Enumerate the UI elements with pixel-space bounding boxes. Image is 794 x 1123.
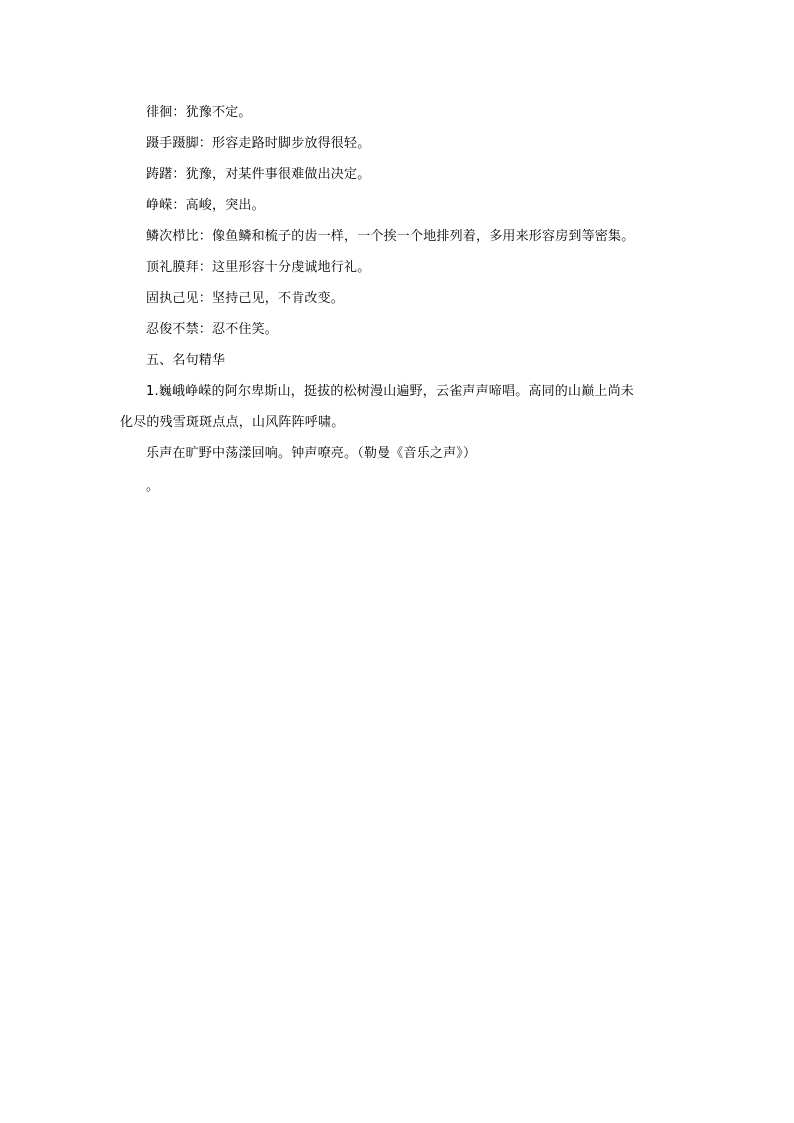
vocab-entry: 鳞次栉比：像鱼鳞和梳子的齿一样，一个挨一个地排列着，多用来形容房到等密集。 — [146, 229, 635, 244]
vocab-entry: 固执己见：坚持己见，不肯改变。 — [146, 291, 345, 306]
section-heading: 五、名句精华 — [146, 353, 226, 368]
quote-line-continuation: 化尽的残雪斑斑点点，山风阵阵呼啸。 — [120, 415, 345, 430]
vocab-entry: 踌躇：犹豫，对某件事很难做出决定。 — [146, 167, 371, 182]
vocab-entry: 峥嵘：高峻，突出。 — [146, 198, 265, 213]
trailing-punctuation: 。 — [146, 479, 160, 494]
vocab-entry: 蹑手蹑脚：形容走路时脚步放得很轻。 — [146, 136, 371, 151]
vocab-entry: 忍俊不禁：忍不住笑。 — [146, 322, 279, 337]
vocab-entry: 徘徊：犹豫不定。 — [146, 105, 252, 120]
quote-line: 1.巍峨峥嵘的阿尔卑斯山，挺拔的松树漫山遍野，云雀声声啼唱。高同的山巅上尚未 — [146, 384, 635, 399]
vocab-entry: 顶礼膜拜：这里形容十分虔诚地行礼。 — [146, 260, 371, 275]
quote-line: 乐声在旷野中荡漾回响。钟声嘹亮。（勒曼《音乐之声》） — [146, 446, 477, 461]
